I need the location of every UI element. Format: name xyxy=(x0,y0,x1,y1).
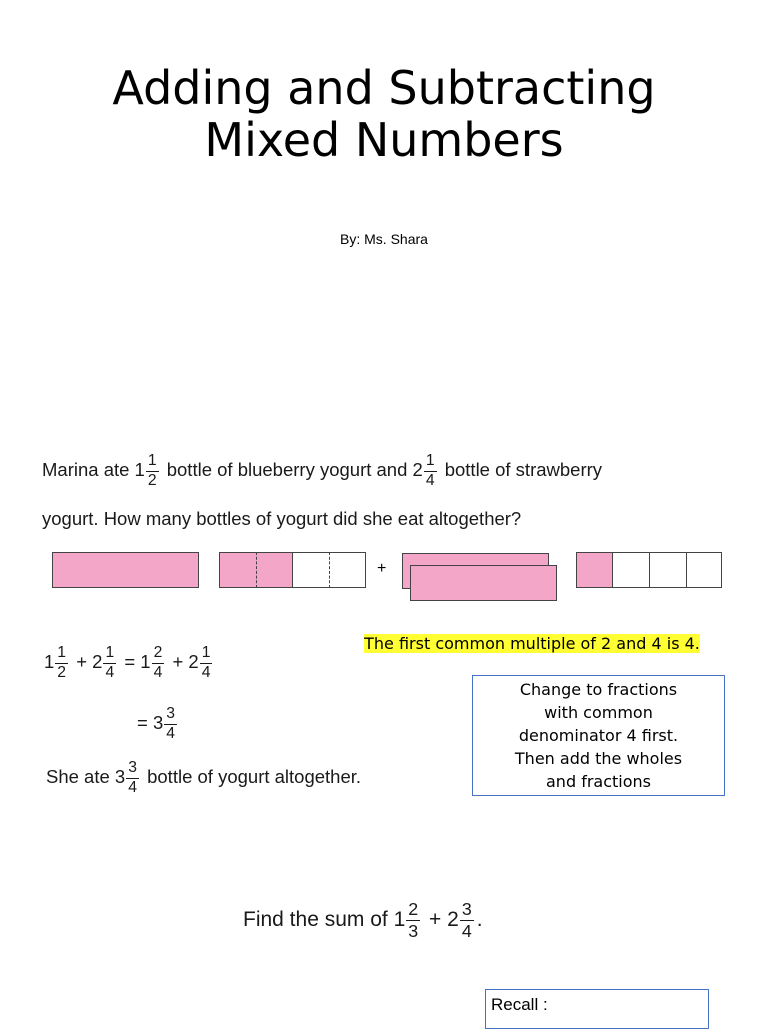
explanation-box xyxy=(472,675,725,796)
plus-operator: + xyxy=(429,907,442,931)
quarter-filled xyxy=(576,552,613,588)
equation-line-1 xyxy=(44,645,215,681)
explanation-line: and fractions xyxy=(546,772,651,791)
denominator: 3 xyxy=(408,920,419,941)
denominator: 4 xyxy=(153,663,163,681)
denominator: 2 xyxy=(57,663,67,681)
fraction xyxy=(424,453,437,489)
slide-title: Adding and Subtracting Mixed Numbers xyxy=(112,61,656,167)
mixed-whole: 2 xyxy=(92,650,103,672)
numerator: 1 xyxy=(200,645,213,664)
numerator: 2 xyxy=(408,899,419,919)
author-byline: By: Ms. Shara xyxy=(340,231,428,247)
mixed-whole: 3 xyxy=(152,711,164,733)
numerator: 3 xyxy=(126,760,139,779)
explanation-line: with common xyxy=(544,703,653,722)
numerator: 1 xyxy=(424,453,437,472)
plus-sign: + xyxy=(377,560,387,577)
denominator: 4 xyxy=(128,778,137,796)
whole-bar-filled xyxy=(52,552,199,588)
numerator: 1 xyxy=(103,645,116,664)
recall-label: Recall : xyxy=(491,995,548,1014)
mixed-whole: 1 xyxy=(140,650,151,672)
mixed-whole: 1 xyxy=(134,458,145,480)
whole-bar-front xyxy=(410,565,557,601)
plus-operator: + xyxy=(76,650,87,672)
fraction xyxy=(55,645,68,681)
equation-line-2 xyxy=(137,706,180,742)
mixed-whole: 2 xyxy=(412,458,423,480)
numerator: 3 xyxy=(164,706,177,725)
denominator: 4 xyxy=(105,663,115,681)
explanation-line: denominator 4 first. xyxy=(518,726,679,745)
mixed-whole: 1 xyxy=(393,907,406,931)
denominator: 4 xyxy=(425,471,435,489)
denominator: 2 xyxy=(147,471,157,489)
fraction xyxy=(103,645,116,681)
numerator: 3 xyxy=(461,899,472,919)
fraction xyxy=(146,453,159,489)
fraction xyxy=(460,900,474,940)
denominator: 4 xyxy=(166,724,175,742)
exercise-question xyxy=(243,900,483,940)
numerator: 1 xyxy=(55,645,68,664)
fraction xyxy=(152,645,165,681)
denominator: 4 xyxy=(201,663,211,681)
problem-text: Marina ate xyxy=(42,458,130,480)
fraction xyxy=(200,645,213,681)
mixed-whole: 2 xyxy=(188,650,199,672)
denominator: 4 xyxy=(461,920,472,941)
numerator: 2 xyxy=(152,645,165,664)
mixed-whole: 2 xyxy=(447,907,459,931)
fraction xyxy=(406,900,420,940)
answer-sentence xyxy=(46,760,361,796)
answer-text: bottle of yogurt altogether. xyxy=(147,765,362,787)
problem-line-1 xyxy=(42,453,602,489)
fraction xyxy=(126,760,139,796)
fraction xyxy=(164,706,177,742)
answer-text: She ate xyxy=(46,765,110,787)
equals-operator: = xyxy=(124,650,136,672)
problem-line-2: yogurt. How many bottles of yogurt did she eat altogether? xyxy=(42,508,522,529)
explanation-line: Then add the wholes xyxy=(514,749,683,768)
problem-text: bottle of strawberry xyxy=(444,458,603,480)
quarter-divider xyxy=(686,552,687,588)
explanation-line: Change to fractions xyxy=(519,680,678,699)
numerator: 1 xyxy=(146,453,159,472)
problem-text: bottle of blueberry yogurt and xyxy=(166,458,408,480)
exercise-text: Find the sum of xyxy=(243,907,388,931)
recall-box xyxy=(485,989,709,1029)
mixed-whole: 3 xyxy=(114,765,126,787)
quarter-divider xyxy=(649,552,650,588)
equals-operator: = xyxy=(137,711,148,733)
mixed-whole: 1 xyxy=(44,650,55,672)
quarter-divider xyxy=(329,552,330,588)
period: . xyxy=(476,907,483,931)
highlighted-note xyxy=(336,633,728,655)
highlight-text: The first common multiple of 2 and 4 is 4. xyxy=(364,634,700,653)
quarter-divider xyxy=(256,552,257,588)
plus-operator: + xyxy=(172,650,184,672)
